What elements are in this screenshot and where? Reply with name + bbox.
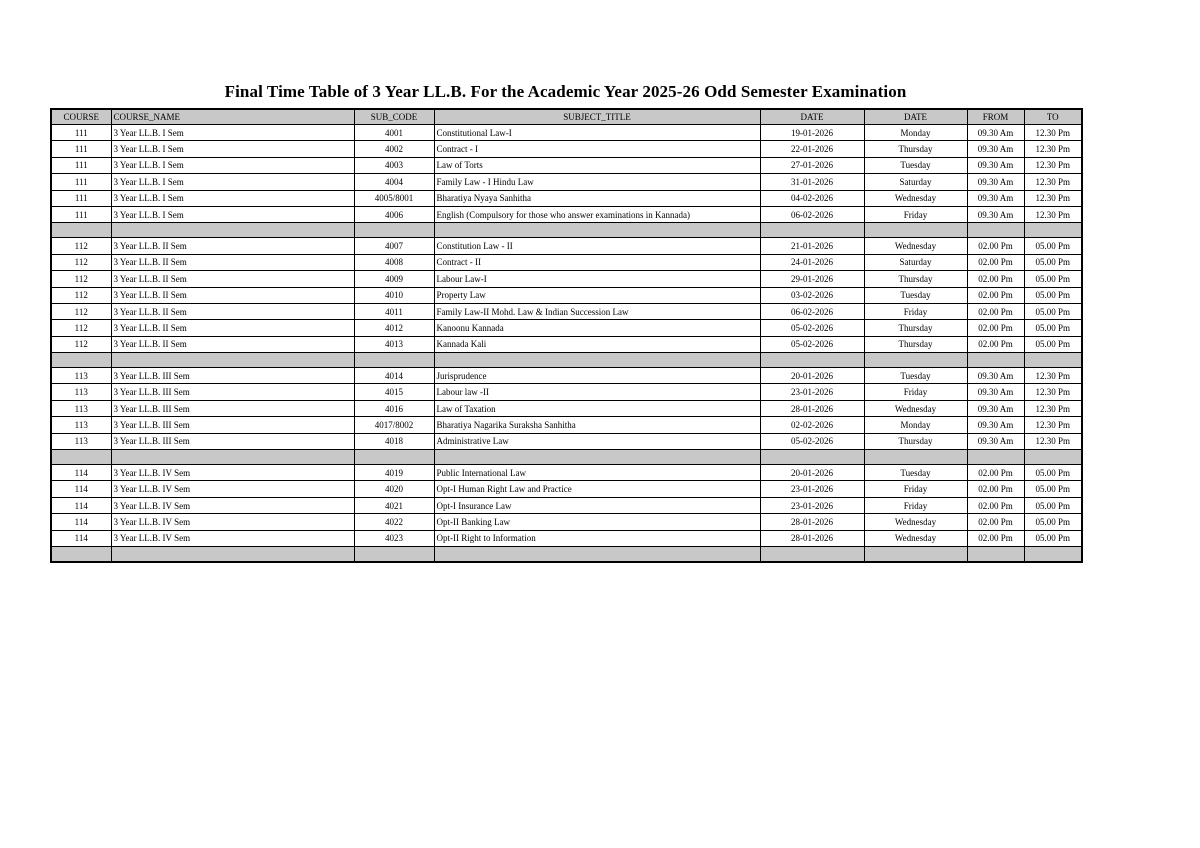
table-row bbox=[51, 254, 1082, 270]
cell-day: Wednesday bbox=[864, 514, 967, 530]
cell-course-name: 3 Year LL.B. II Sem bbox=[111, 238, 354, 254]
separator-cell bbox=[1024, 546, 1082, 562]
cell-course-name: 3 Year LL.B. III Sem bbox=[111, 417, 354, 433]
table-row bbox=[51, 287, 1082, 303]
separator-row bbox=[51, 223, 1082, 238]
cell-course: 111 bbox=[51, 141, 111, 157]
cell-to: 12.30 Pm bbox=[1024, 368, 1082, 384]
table-row bbox=[51, 465, 1082, 481]
cell-date: 23-01-2026 bbox=[760, 384, 864, 400]
header-course: COURSE bbox=[51, 109, 111, 125]
cell-day: Thursday bbox=[864, 433, 967, 449]
cell-date: 02-02-2026 bbox=[760, 417, 864, 433]
cell-course-name: 3 Year LL.B. II Sem bbox=[111, 254, 354, 270]
table-row bbox=[51, 336, 1082, 352]
cell-to: 05.00 Pm bbox=[1024, 271, 1082, 287]
cell-to: 12.30 Pm bbox=[1024, 433, 1082, 449]
cell-from: 02.00 Pm bbox=[967, 287, 1024, 303]
cell-from: 02.00 Pm bbox=[967, 254, 1024, 270]
cell-subject-title: Jurisprudence bbox=[434, 368, 760, 384]
cell-course-name: 3 Year LL.B. IV Sem bbox=[111, 497, 354, 513]
cell-course-name: 3 Year LL.B. II Sem bbox=[111, 287, 354, 303]
cell-from: 09.30 Am bbox=[967, 400, 1024, 416]
cell-sub-code: 4011 bbox=[354, 303, 434, 319]
cell-from: 09.30 Am bbox=[967, 206, 1024, 222]
cell-sub-code: 4010 bbox=[354, 287, 434, 303]
cell-day: Friday bbox=[864, 481, 967, 497]
cell-sub-code: 4021 bbox=[354, 497, 434, 513]
cell-subject-title: Family Law - I Hindu Law bbox=[434, 174, 760, 190]
cell-from: 02.00 Pm bbox=[967, 465, 1024, 481]
cell-from: 09.30 Am bbox=[967, 417, 1024, 433]
table-row bbox=[51, 384, 1082, 400]
cell-day: Wednesday bbox=[864, 238, 967, 254]
cell-course-name: 3 Year LL.B. II Sem bbox=[111, 320, 354, 336]
header-date: DATE bbox=[760, 109, 864, 125]
cell-sub-code: 4014 bbox=[354, 368, 434, 384]
cell-to: 05.00 Pm bbox=[1024, 336, 1082, 352]
cell-course-name: 3 Year LL.B. I Sem bbox=[111, 174, 354, 190]
cell-to: 05.00 Pm bbox=[1024, 481, 1082, 497]
cell-course: 112 bbox=[51, 271, 111, 287]
separator-cell bbox=[864, 223, 967, 238]
cell-to: 05.00 Pm bbox=[1024, 514, 1082, 530]
cell-date: 05-02-2026 bbox=[760, 336, 864, 352]
table-row bbox=[51, 271, 1082, 287]
cell-course-name: 3 Year LL.B. IV Sem bbox=[111, 530, 354, 546]
cell-sub-code: 4023 bbox=[354, 530, 434, 546]
separator-cell bbox=[1024, 223, 1082, 238]
table-row bbox=[51, 303, 1082, 319]
cell-course: 113 bbox=[51, 400, 111, 416]
cell-from: 02.00 Pm bbox=[967, 303, 1024, 319]
cell-date: 31-01-2026 bbox=[760, 174, 864, 190]
cell-sub-code: 4015 bbox=[354, 384, 434, 400]
cell-sub-code: 4012 bbox=[354, 320, 434, 336]
cell-sub-code: 4007 bbox=[354, 238, 434, 254]
cell-day: Thursday bbox=[864, 320, 967, 336]
cell-course: 111 bbox=[51, 125, 111, 141]
cell-course: 114 bbox=[51, 497, 111, 513]
cell-to: 12.30 Pm bbox=[1024, 190, 1082, 206]
cell-date: 23-01-2026 bbox=[760, 481, 864, 497]
cell-course: 112 bbox=[51, 254, 111, 270]
cell-sub-code: 4008 bbox=[354, 254, 434, 270]
cell-course-name: 3 Year LL.B. II Sem bbox=[111, 271, 354, 287]
cell-from: 02.00 Pm bbox=[967, 497, 1024, 513]
cell-day: Wednesday bbox=[864, 530, 967, 546]
cell-course: 114 bbox=[51, 514, 111, 530]
cell-course: 113 bbox=[51, 433, 111, 449]
cell-from: 09.30 Am bbox=[967, 174, 1024, 190]
header-row bbox=[51, 109, 1082, 125]
cell-date: 28-01-2026 bbox=[760, 400, 864, 416]
cell-subject-title: Labour Law-I bbox=[434, 271, 760, 287]
cell-course: 112 bbox=[51, 320, 111, 336]
cell-day: Tuesday bbox=[864, 368, 967, 384]
cell-sub-code: 4006 bbox=[354, 206, 434, 222]
table-row bbox=[51, 497, 1082, 513]
table-row bbox=[51, 400, 1082, 416]
cell-day: Wednesday bbox=[864, 400, 967, 416]
cell-from: 02.00 Pm bbox=[967, 530, 1024, 546]
separator-cell bbox=[864, 450, 967, 465]
cell-course: 114 bbox=[51, 530, 111, 546]
cell-day: Monday bbox=[864, 417, 967, 433]
table-row bbox=[51, 157, 1082, 173]
separator-cell bbox=[354, 353, 434, 368]
header-from: FROM bbox=[967, 109, 1024, 125]
cell-day: Thursday bbox=[864, 141, 967, 157]
separator-cell bbox=[760, 353, 864, 368]
cell-subject-title: Public International Law bbox=[434, 465, 760, 481]
cell-to: 12.30 Pm bbox=[1024, 157, 1082, 173]
separator-cell bbox=[51, 546, 111, 562]
cell-subject-title: Opt-II Banking Law bbox=[434, 514, 760, 530]
cell-day: Friday bbox=[864, 497, 967, 513]
table-row bbox=[51, 368, 1082, 384]
cell-date: 24-01-2026 bbox=[760, 254, 864, 270]
cell-date: 05-02-2026 bbox=[760, 320, 864, 336]
cell-course-name: 3 Year LL.B. II Sem bbox=[111, 303, 354, 319]
table-row bbox=[51, 238, 1082, 254]
cell-course: 114 bbox=[51, 465, 111, 481]
cell-from: 09.30 Am bbox=[967, 368, 1024, 384]
cell-course: 112 bbox=[51, 336, 111, 352]
separator-row bbox=[51, 450, 1082, 465]
table-row bbox=[51, 320, 1082, 336]
cell-subject-title: Labour law -II bbox=[434, 384, 760, 400]
cell-from: 02.00 Pm bbox=[967, 336, 1024, 352]
cell-subject-title: Bharatiya Nagarika Suraksha Sanhitha bbox=[434, 417, 760, 433]
cell-date: 21-01-2026 bbox=[760, 238, 864, 254]
cell-subject-title: Family Law-II Mohd. Law & Indian Succession Law bbox=[434, 303, 760, 319]
separator-cell bbox=[111, 223, 354, 238]
cell-sub-code: 4002 bbox=[354, 141, 434, 157]
separator-row bbox=[51, 353, 1082, 368]
cell-subject-title: Kannada Kali bbox=[434, 336, 760, 352]
cell-day: Monday bbox=[864, 125, 967, 141]
cell-course-name: 3 Year LL.B. IV Sem bbox=[111, 514, 354, 530]
cell-to: 05.00 Pm bbox=[1024, 465, 1082, 481]
cell-date: 28-01-2026 bbox=[760, 514, 864, 530]
cell-subject-title: Contract - II bbox=[434, 254, 760, 270]
separator-cell bbox=[1024, 353, 1082, 368]
header-sub-code: SUB_CODE bbox=[354, 109, 434, 125]
cell-from: 09.30 Am bbox=[967, 190, 1024, 206]
cell-course-name: 3 Year LL.B. IV Sem bbox=[111, 465, 354, 481]
table-row bbox=[51, 206, 1082, 222]
cell-course: 114 bbox=[51, 481, 111, 497]
separator-cell bbox=[434, 353, 760, 368]
cell-to: 05.00 Pm bbox=[1024, 497, 1082, 513]
cell-to: 12.30 Pm bbox=[1024, 417, 1082, 433]
header-to: TO bbox=[1024, 109, 1082, 125]
cell-to: 05.00 Pm bbox=[1024, 254, 1082, 270]
cell-to: 12.30 Pm bbox=[1024, 125, 1082, 141]
cell-day: Thursday bbox=[864, 271, 967, 287]
cell-subject-title: Administrative Law bbox=[434, 433, 760, 449]
cell-date: 28-01-2026 bbox=[760, 530, 864, 546]
separator-cell bbox=[354, 450, 434, 465]
separator-cell bbox=[760, 223, 864, 238]
cell-subject-title: Opt-I Human Right Law and Practice bbox=[434, 481, 760, 497]
cell-date: 20-01-2026 bbox=[760, 368, 864, 384]
cell-to: 05.00 Pm bbox=[1024, 530, 1082, 546]
cell-subject-title: Opt-II Right to Information bbox=[434, 530, 760, 546]
separator-cell bbox=[434, 546, 760, 562]
cell-date: 06-02-2026 bbox=[760, 303, 864, 319]
cell-date: 20-01-2026 bbox=[760, 465, 864, 481]
cell-subject-title: Law of Taxation bbox=[434, 400, 760, 416]
cell-to: 12.30 Pm bbox=[1024, 206, 1082, 222]
cell-course: 113 bbox=[51, 417, 111, 433]
cell-day: Friday bbox=[864, 303, 967, 319]
table-row bbox=[51, 433, 1082, 449]
cell-course-name: 3 Year LL.B. III Sem bbox=[111, 400, 354, 416]
separator-cell bbox=[760, 546, 864, 562]
cell-to: 12.30 Pm bbox=[1024, 141, 1082, 157]
cell-sub-code: 4020 bbox=[354, 481, 434, 497]
cell-subject-title: Law of Torts bbox=[434, 157, 760, 173]
cell-sub-code: 4004 bbox=[354, 174, 434, 190]
table-row bbox=[51, 417, 1082, 433]
separator-cell bbox=[51, 223, 111, 238]
cell-day: Friday bbox=[864, 384, 967, 400]
cell-course-name: 3 Year LL.B. I Sem bbox=[111, 125, 354, 141]
cell-course-name: 3 Year LL.B. III Sem bbox=[111, 433, 354, 449]
cell-subject-title: Contract - I bbox=[434, 141, 760, 157]
cell-subject-title: English (Compulsory for those who answer examinations in Kannada) bbox=[434, 206, 760, 222]
cell-to: 05.00 Pm bbox=[1024, 287, 1082, 303]
separator-cell bbox=[434, 450, 760, 465]
cell-day: Saturday bbox=[864, 174, 967, 190]
cell-course: 112 bbox=[51, 287, 111, 303]
cell-course: 112 bbox=[51, 238, 111, 254]
cell-sub-code: 4019 bbox=[354, 465, 434, 481]
cell-sub-code: 4016 bbox=[354, 400, 434, 416]
cell-subject-title: Kanoonu Kannada bbox=[434, 320, 760, 336]
cell-course-name: 3 Year LL.B. IV Sem bbox=[111, 481, 354, 497]
cell-date: 22-01-2026 bbox=[760, 141, 864, 157]
cell-date: 04-02-2026 bbox=[760, 190, 864, 206]
cell-sub-code: 4005/8001 bbox=[354, 190, 434, 206]
cell-from: 09.30 Am bbox=[967, 157, 1024, 173]
table-row bbox=[51, 174, 1082, 190]
cell-course: 111 bbox=[51, 190, 111, 206]
cell-from: 02.00 Pm bbox=[967, 320, 1024, 336]
separator-cell bbox=[111, 353, 354, 368]
cell-course-name: 3 Year LL.B. III Sem bbox=[111, 384, 354, 400]
cell-from: 02.00 Pm bbox=[967, 514, 1024, 530]
cell-to: 05.00 Pm bbox=[1024, 303, 1082, 319]
cell-to: 05.00 Pm bbox=[1024, 320, 1082, 336]
separator-cell bbox=[354, 546, 434, 562]
separator-cell bbox=[111, 450, 354, 465]
cell-day: Friday bbox=[864, 206, 967, 222]
cell-course-name: 3 Year LL.B. I Sem bbox=[111, 206, 354, 222]
cell-date: 06-02-2026 bbox=[760, 206, 864, 222]
table-row bbox=[51, 190, 1082, 206]
cell-sub-code: 4018 bbox=[354, 433, 434, 449]
header-subject-title: SUBJECT_TITLE bbox=[434, 109, 760, 125]
cell-sub-code: 4001 bbox=[354, 125, 434, 141]
cell-day: Thursday bbox=[864, 336, 967, 352]
cell-sub-code: 4003 bbox=[354, 157, 434, 173]
cell-subject-title: Opt-I Insurance Law bbox=[434, 497, 760, 513]
cell-day: Tuesday bbox=[864, 465, 967, 481]
separator-cell bbox=[967, 353, 1024, 368]
cell-day: Tuesday bbox=[864, 157, 967, 173]
timetable-body bbox=[51, 125, 1082, 562]
cell-sub-code: 4017/8002 bbox=[354, 417, 434, 433]
separator-cell bbox=[1024, 450, 1082, 465]
cell-from: 09.30 Am bbox=[967, 141, 1024, 157]
cell-from: 09.30 Am bbox=[967, 433, 1024, 449]
cell-course: 111 bbox=[51, 206, 111, 222]
table-row bbox=[51, 481, 1082, 497]
cell-course-name: 3 Year LL.B. III Sem bbox=[111, 368, 354, 384]
cell-course: 113 bbox=[51, 384, 111, 400]
separator-cell bbox=[51, 353, 111, 368]
cell-course: 111 bbox=[51, 157, 111, 173]
separator-cell bbox=[434, 223, 760, 238]
cell-date: 05-02-2026 bbox=[760, 433, 864, 449]
separator-cell bbox=[967, 223, 1024, 238]
separator-row bbox=[51, 546, 1082, 562]
separator-cell bbox=[864, 546, 967, 562]
cell-from: 02.00 Pm bbox=[967, 271, 1024, 287]
cell-to: 12.30 Pm bbox=[1024, 174, 1082, 190]
cell-from: 09.30 Am bbox=[967, 125, 1024, 141]
table-row bbox=[51, 141, 1082, 157]
header-course-name: COURSE_NAME bbox=[111, 109, 354, 125]
cell-to: 12.30 Pm bbox=[1024, 400, 1082, 416]
separator-cell bbox=[51, 450, 111, 465]
cell-date: 23-01-2026 bbox=[760, 497, 864, 513]
cell-date: 29-01-2026 bbox=[760, 271, 864, 287]
cell-course: 113 bbox=[51, 368, 111, 384]
cell-sub-code: 4013 bbox=[354, 336, 434, 352]
cell-to: 05.00 Pm bbox=[1024, 238, 1082, 254]
cell-subject-title: Property Law bbox=[434, 287, 760, 303]
cell-to: 12.30 Pm bbox=[1024, 384, 1082, 400]
cell-date: 19-01-2026 bbox=[760, 125, 864, 141]
cell-course-name: 3 Year LL.B. II Sem bbox=[111, 336, 354, 352]
cell-day: Tuesday bbox=[864, 287, 967, 303]
cell-from: 09.30 Am bbox=[967, 384, 1024, 400]
cell-subject-title: Constitution Law - II bbox=[434, 238, 760, 254]
separator-cell bbox=[354, 223, 434, 238]
table-row bbox=[51, 125, 1082, 141]
separator-cell bbox=[760, 450, 864, 465]
cell-subject-title: Constitutional Law-I bbox=[434, 125, 760, 141]
cell-course: 112 bbox=[51, 303, 111, 319]
cell-sub-code: 4022 bbox=[354, 514, 434, 530]
cell-course-name: 3 Year LL.B. I Sem bbox=[111, 141, 354, 157]
separator-cell bbox=[864, 353, 967, 368]
cell-from: 02.00 Pm bbox=[967, 481, 1024, 497]
separator-cell bbox=[967, 450, 1024, 465]
separator-cell bbox=[967, 546, 1024, 562]
page-title: Final Time Table of 3 Year LL.B. For the Academic Year 2025-26 Odd Semester Examination bbox=[224, 82, 907, 101]
cell-day: Saturday bbox=[864, 254, 967, 270]
cell-course: 111 bbox=[51, 174, 111, 190]
cell-date: 03-02-2026 bbox=[760, 287, 864, 303]
separator-cell bbox=[111, 546, 354, 562]
cell-course-name: 3 Year LL.B. I Sem bbox=[111, 157, 354, 173]
cell-course-name: 3 Year LL.B. I Sem bbox=[111, 190, 354, 206]
cell-date: 27-01-2026 bbox=[760, 157, 864, 173]
cell-sub-code: 4009 bbox=[354, 271, 434, 287]
cell-from: 02.00 Pm bbox=[967, 238, 1024, 254]
cell-day: Wednesday bbox=[864, 190, 967, 206]
header-day: DATE bbox=[864, 109, 967, 125]
timetable bbox=[50, 108, 1083, 563]
table-row bbox=[51, 514, 1082, 530]
table-row bbox=[51, 530, 1082, 546]
cell-subject-title: Bharatiya Nyaya Sanhitha bbox=[434, 190, 760, 206]
